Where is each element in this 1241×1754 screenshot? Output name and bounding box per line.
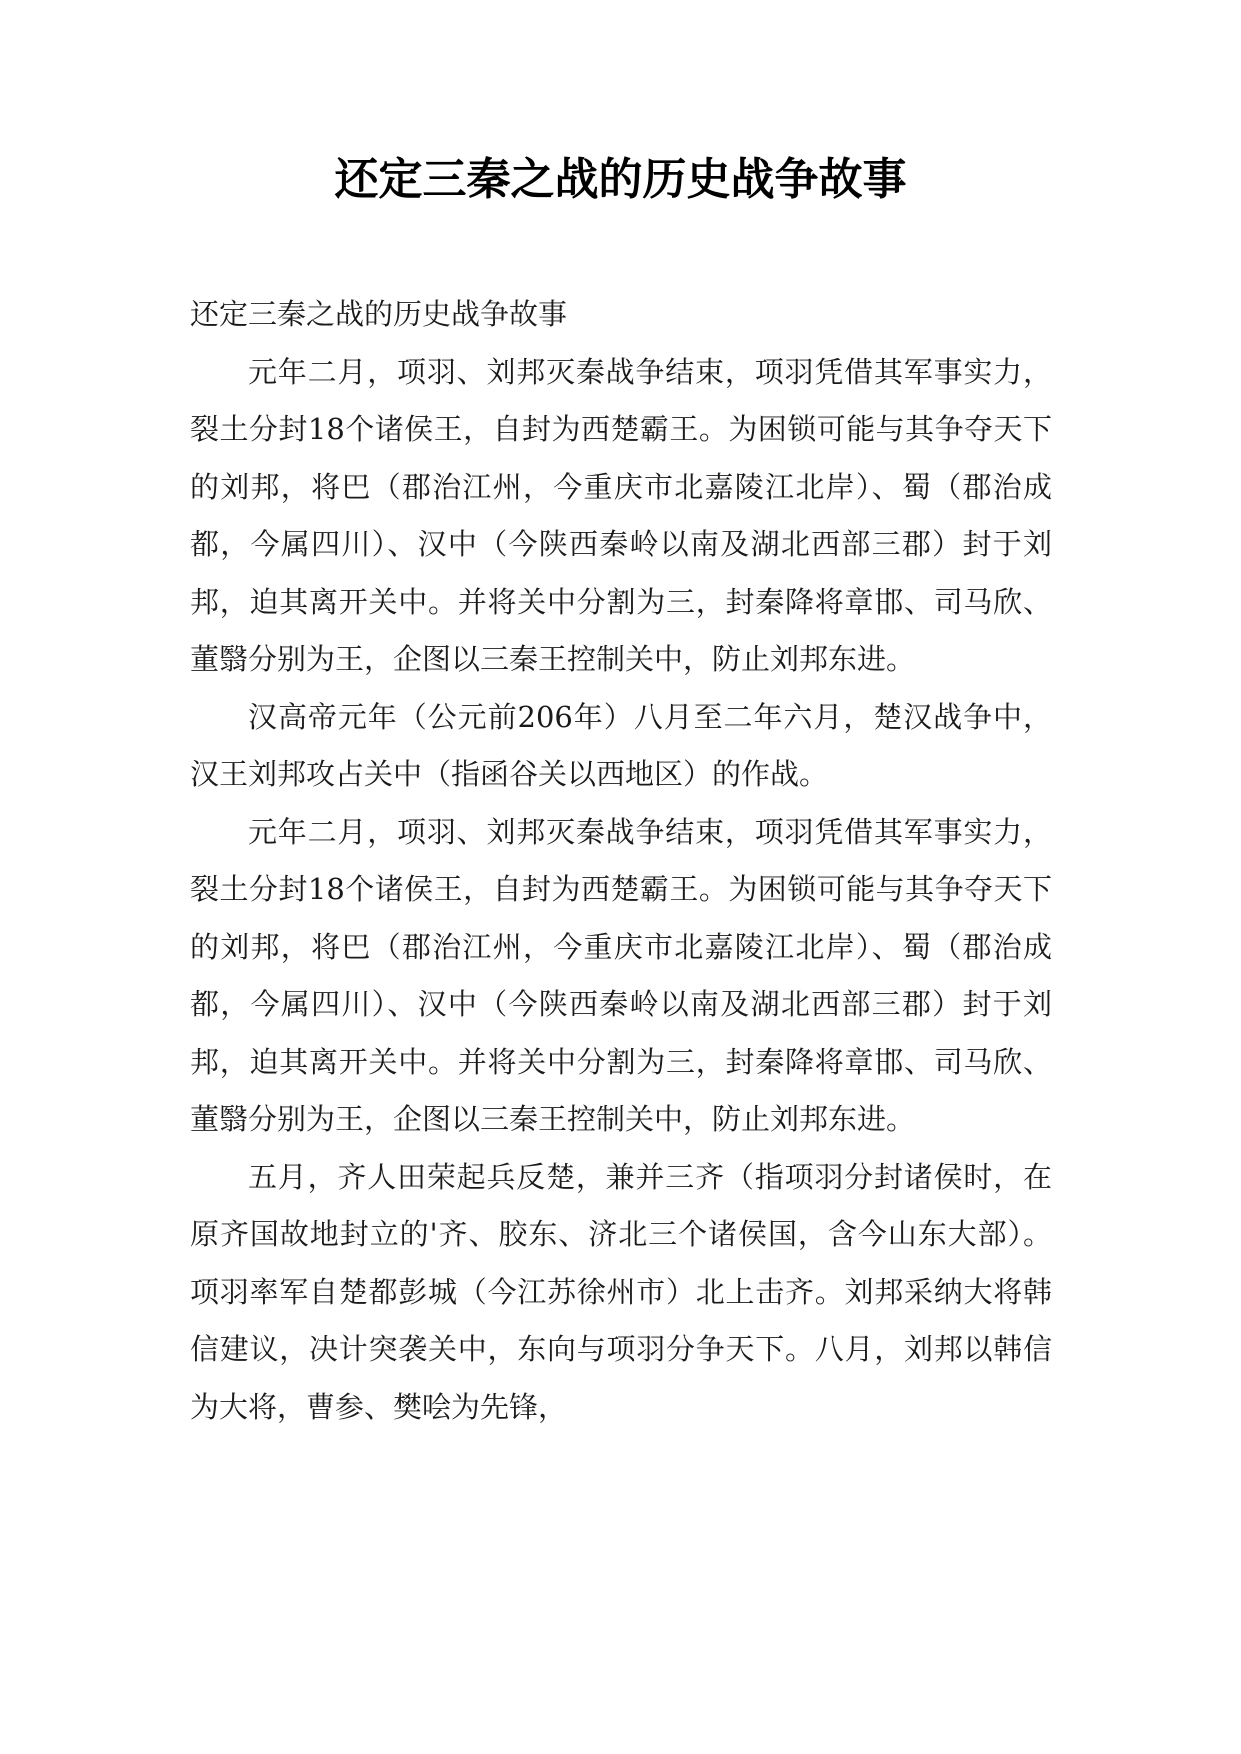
paragraph: 汉高帝元年（公元前206年）八月至二年六月，楚汉战争中，汉王刘邦攻占关中（指函谷关以西地区）的作战。 (190, 699, 1052, 791)
document-subtitle: 还定三秦之战的历史战争故事 (190, 297, 568, 331)
document-body (190, 286, 1052, 1436)
paragraph: 元年二月，项羽、刘邦灭秦战争结束，项羽凭借其军事实力，裂土分封18个诸侯王，自封为西楚霸王。为困锁可能与其争夺天下的刘邦，将巴（郡治江州，今重庆市北嘉陵江北岸）、蜀（郡治成都，今属四川）、汉中（今陕西秦岭以南及湖北西部三郡）封于刘邦，迫其离开关中。并将关中分割为三，封秦降将章邯、司马欣、董翳分别为王，企图以三秦王控制关中，防止刘邦东进。 (190, 814, 1052, 1136)
paragraph: 五月，齐人田荣起兵反楚，兼并三齐（指项羽分封诸侯时，在原齐国故地封立的'齐、胶东、济北三个诸侯国，含今山东大部）。项羽率军自楚都彭城（今江苏徐州市）北上击齐。刘邦采纳大将韩信建议，决计突袭关中，东向与项羽分争天下。八月，刘邦以韩信为大将，曹参、樊哙为先锋， (190, 1159, 1052, 1424)
paragraph: 元年二月，项羽、刘邦灭秦战争结束，项羽凭借其军事实力，裂土分封18个诸侯王，自封为西楚霸王。为困锁可能与其争夺天下的刘邦，将巴（郡治江州，今重庆市北嘉陵江北岸）、蜀（郡治成都，今属四川）、汉中（今陕西秦岭以南及湖北西部三郡）封于刘邦，迫其离开关中。并将关中分割为三，封秦降将章邯、司马欣、董翳分别为王，企图以三秦王控制关中，防止刘邦东进。 (190, 354, 1052, 676)
document-title: 还定三秦之战的历史战争故事 (334, 154, 907, 205)
